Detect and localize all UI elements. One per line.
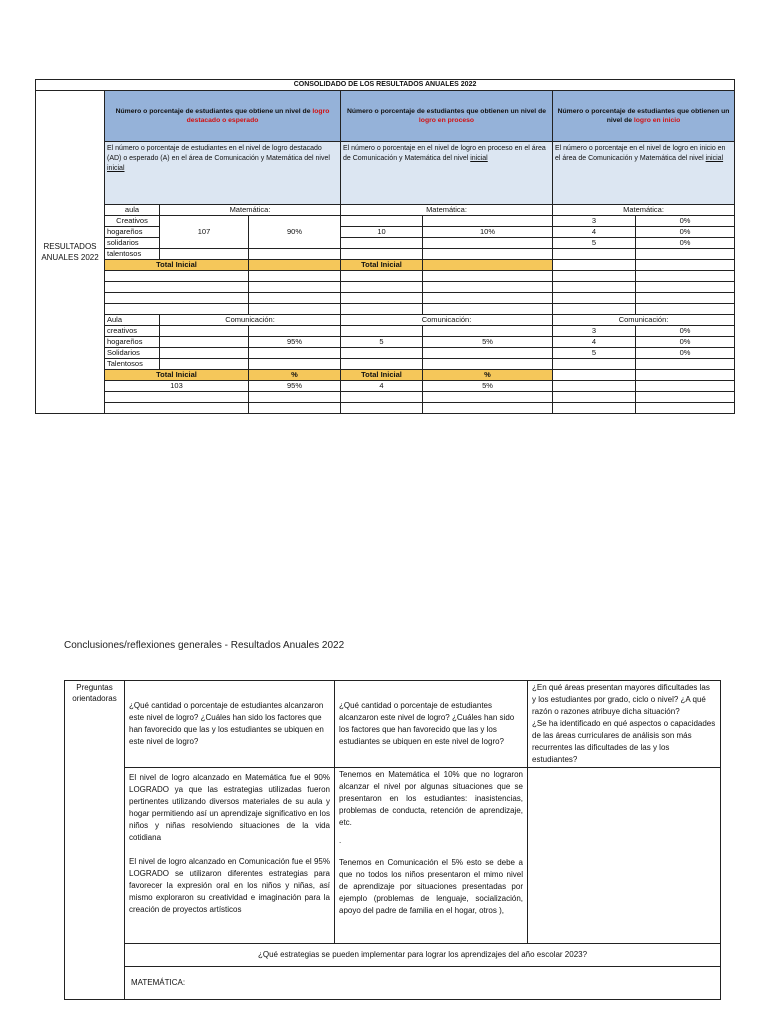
math-inicio-count: 4	[553, 227, 636, 238]
header-logro-inicio: Número o porcentaje de estudiantes que obtienen un nivel de logro en inicio	[553, 91, 735, 142]
question-col3-part1: ¿En qué áreas presentan mayores dificultades las y los estudiantes por grado, ciclo o nivel? ¿A qué razón o razones atribuye dicha situación?	[532, 683, 710, 716]
math-header-row	[36, 205, 735, 216]
question-col1: ¿Qué cantidad o porcentaje de estudiantes alcanzaron este nivel de logro? ¿Cuáles han sido los factores que han favorecido que las y los estudiantes se ubiquen en este nivel de logro?	[125, 681, 335, 768]
table-row	[36, 227, 735, 238]
math-inicio-count: 3	[553, 216, 636, 227]
comm-total-row	[36, 370, 735, 381]
math-logro-pct: 90%	[249, 216, 341, 249]
answer-col3	[528, 768, 721, 944]
table-row	[36, 216, 735, 227]
answer-math-proceso: Tenemos en Matemática el 10% que no lograron alcanzar el nivel por algunas situaciones que se presentaron en los estudiantes: inasistencias, problemas de conducta, retención de aprendizaje, etc.	[339, 770, 523, 827]
math-proceso-count: 10	[341, 227, 423, 238]
comm-total-proceso-pct: 5%	[423, 381, 553, 392]
strategy-question: ¿Qué estrategias se pueden implementar para lograr los aprendizajes del año escolar 2023?	[125, 944, 721, 967]
header-logro-proceso: Número o porcentaje de estudiantes que obtienen un nivel de logro en proceso	[341, 91, 553, 142]
description-inicio: El número o porcentaje en el nivel de logro en inicio en el área de Comunicación y Matemática del nivel inicial	[553, 142, 735, 205]
comm-area-label: Comunicación:	[341, 315, 553, 326]
question-col2: ¿Qué cantidad o porcentaje de estudiantes alcanzaron este nivel de logro? ¿Cuáles han sido los factores que han favorecido que las y los estudiantes se ubiquen en este nivel de logro?	[335, 681, 528, 768]
answer-separator: .	[339, 836, 342, 845]
answer-col1	[125, 768, 335, 944]
aula-label: aula	[105, 205, 160, 216]
math-inicio-count: 5	[553, 238, 636, 249]
math-logro-count: 107	[160, 216, 249, 249]
comm-inicio-count: 4	[553, 337, 636, 348]
answer-comm-proceso: Tenemos en Comunicación el 5% esto se debe a que no todos los niños presentaron el mimo nivel de aprendizaje por situaciones presentadas por ejemplo (problemas de lenguaje, socialización, apoyo del padre de familia en el hogar, otros ),	[339, 858, 523, 915]
math-area-label: Matemática:	[160, 205, 341, 216]
question-col3	[528, 681, 721, 768]
table-title: CONSOLIDADO DE LOS RESULTADOS ANUALES 2022	[36, 80, 735, 91]
pct-header: %	[423, 370, 553, 381]
comm-total-proceso-count: 4	[341, 381, 423, 392]
table-row	[36, 359, 735, 370]
classroom-name: hogareños	[105, 227, 160, 238]
aula-label: Aula	[105, 315, 160, 326]
total-inicial-label: Total Inicial	[341, 260, 423, 271]
math-inicio-pct: 0%	[636, 227, 735, 238]
math-total-row	[36, 260, 735, 271]
answer-math-logro: El nivel de logro alcanzado en Matemática fue el 90% LOGRADO ya que las estrategias utilizadas fueron pertinentes utilizando diversos materiales de su aula y hogar permitiendo así un aprendizaje significativo en los niños y niñas resolviendo situaciones de la vida cotidiana	[129, 773, 330, 842]
table-row	[36, 249, 735, 260]
comm-area-label: Comunicación:	[160, 315, 341, 326]
comm-area-label: Comunicación:	[553, 315, 735, 326]
classroom-name: creativos	[105, 326, 160, 337]
answer-col2	[335, 768, 528, 944]
comm-inicio-count: 3	[553, 326, 636, 337]
math-inicio-pct: 0%	[636, 216, 735, 227]
math-strategy-label: MATEMÁTICA:	[125, 967, 721, 1000]
total-inicial-label: Total Inicial	[341, 370, 423, 381]
table-row	[36, 348, 735, 359]
conclusions-title: Conclusiones/reflexiones generales - Resultados Anuales 2022	[64, 640, 345, 651]
table-row	[36, 337, 735, 348]
math-area-label: Matemática:	[341, 205, 553, 216]
description-proceso: El número o porcentaje en el nivel de logro en proceso en el área de Comunicación y Matemática del nivel inicial	[341, 142, 553, 205]
table-row	[36, 326, 735, 337]
comm-total-logro-pct: 95%	[249, 381, 341, 392]
description-logro: El número o porcentaje de estudiantes en el nivel de logro destacado (AD) o esperado (A) en el área de Comunicación y Matemática del nivel inicial	[105, 142, 341, 205]
row-label-preguntas: Preguntas orientadoras	[65, 681, 125, 1000]
math-proceso-pct: 10%	[423, 227, 553, 238]
table-row	[36, 238, 735, 249]
comm-totals-values-row	[36, 381, 735, 392]
question-col3-part2: ¿Se ha identificado en qué aspectos o capacidades de las áreas curriculares de análisis son más recurrentes las dificultades de las y los estudiantes?	[532, 719, 716, 764]
total-inicial-label: Total Inicial	[105, 370, 249, 381]
comm-header-row	[36, 315, 735, 326]
comm-total-logro-count: 103	[105, 381, 249, 392]
side-label: RESULTADOS ANUALES 2022	[36, 91, 105, 414]
math-area-label: Matemática:	[553, 205, 735, 216]
comm-inicio-pct: 0%	[636, 348, 735, 359]
classroom-name: hogareños	[105, 337, 160, 348]
comm-inicio-pct: 0%	[636, 326, 735, 337]
classroom-name: Creativos	[105, 216, 160, 227]
comm-proceso-count: 5	[341, 337, 423, 348]
comm-proceso-pct: 5%	[423, 337, 553, 348]
classroom-name: Talentosos	[105, 359, 160, 370]
comm-inicio-pct: 0%	[636, 337, 735, 348]
total-inicial-label: Total Inicial	[105, 260, 249, 271]
consolidated-results-table	[35, 79, 735, 414]
answer-comm-logro: El nivel de logro alcanzado en Comunicación fue el 95% LOGRADO se utilizaron diferentes estrategias para favorecer la expresión oral en los niños y niñas, así mismo exploraron su creatividad e imaginación para la creación de proyectos artísticos	[129, 857, 330, 914]
classroom-name: talentosos	[105, 249, 160, 260]
comm-inicio-count: 5	[553, 348, 636, 359]
classroom-name: solidarios	[105, 238, 160, 249]
comm-logro-pct: 95%	[249, 337, 341, 348]
guiding-questions-table	[64, 680, 721, 1000]
math-inicio-pct: 0%	[636, 238, 735, 249]
pct-header: %	[249, 370, 341, 381]
header-logro-destacado: Número o porcentaje de estudiantes que obtiene un nivel de logro destacado o esperado	[105, 91, 341, 142]
classroom-name: Solidarios	[105, 348, 160, 359]
